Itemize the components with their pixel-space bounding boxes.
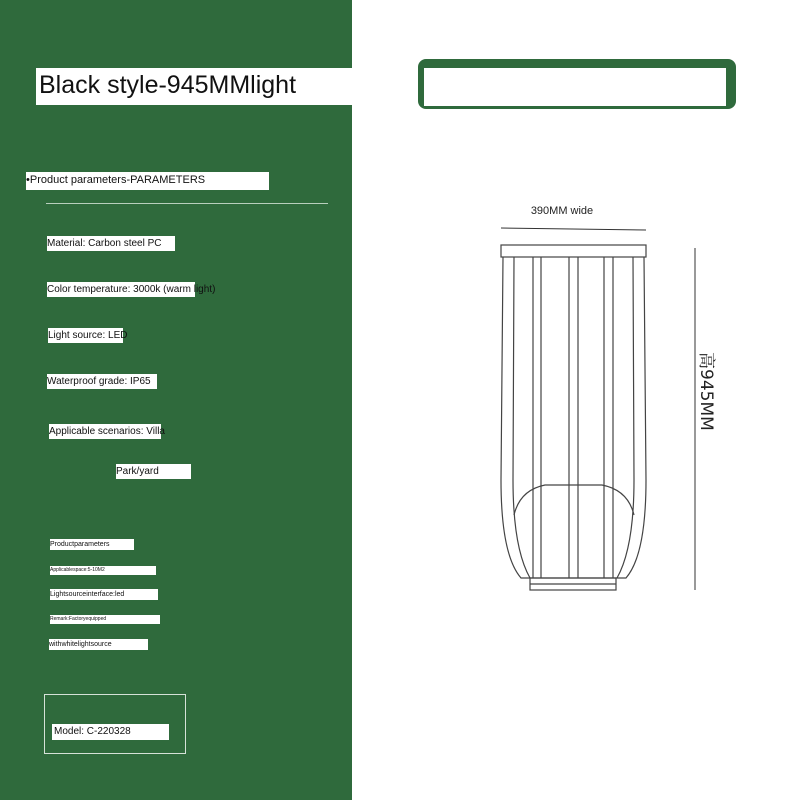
param-waterproof-grade: Waterproof grade: IP65	[47, 374, 157, 389]
model-number: Model: C-220328	[52, 724, 169, 740]
lamp-bar-outer-right	[617, 257, 634, 578]
height-dimension	[695, 248, 716, 590]
bullet-icon: •	[26, 174, 30, 186]
page-title: Black style-945MMlight	[36, 68, 354, 105]
width-dimension	[501, 205, 646, 230]
lamp-globe	[514, 485, 634, 515]
lamp-bar-outer-left	[513, 257, 530, 578]
small-param-interface: Lightsourceinterface:led	[50, 589, 158, 600]
lamp-outline	[501, 245, 646, 590]
param-material: Material: Carbon steel PC	[47, 236, 175, 251]
param-color-temperature: Color temperature: 3000k (warm light)	[47, 284, 216, 295]
lamp-bar-center	[569, 257, 578, 578]
width-label: 390MM wide	[530, 205, 594, 217]
lamp-bar-left	[533, 257, 541, 578]
lamp-top-rim	[501, 245, 646, 257]
small-param-remark: Remark:Factoryequipped	[50, 615, 160, 624]
width-dimension-line	[501, 228, 646, 230]
lamp-outer-body	[501, 257, 646, 578]
lamp-bar-right	[604, 257, 613, 578]
param-light-source: Light source: LED	[48, 330, 128, 341]
param-applicable-scenarios: Applicable scenarios: Villa	[49, 426, 165, 437]
section-title-text: Product parameters-PARAMETERS	[29, 174, 206, 186]
small-param-title: Productparameters	[50, 539, 134, 550]
small-param-space: Applicablespace:5-10M2	[50, 566, 156, 575]
small-param-remark-cont: withwhitelightsource	[49, 639, 148, 650]
height-label: 高945MM	[696, 352, 716, 431]
param-park-yard: Park/yard	[116, 464, 191, 479]
